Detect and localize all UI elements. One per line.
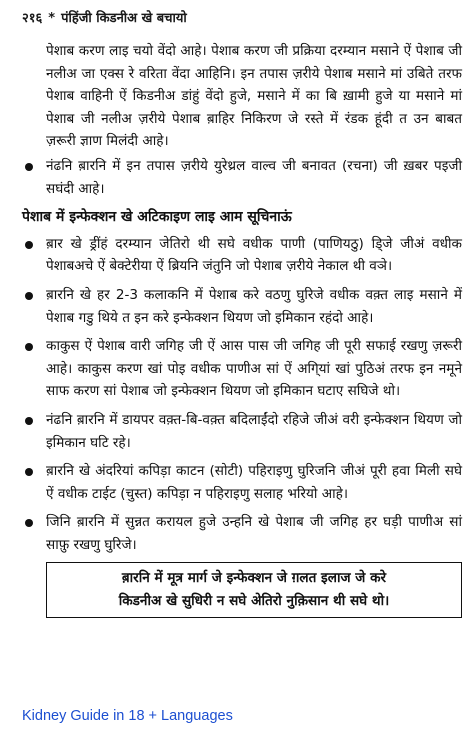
- bullet-dot-icon: [25, 241, 33, 249]
- callout-line-2: किडनीअ खे सुधिरी न सघे अेतिरो नुक़िसान थी सघे थो।: [118, 593, 390, 610]
- list-item-text: ब़ार खे ड्रींहं दरम्यान जेतिरो थी सघे वधीक पाणी (पाणियठु) डि्जे जीअं वधीक पेशाबअचे ऐं बेक्टेरीया ऐं ब्रियनि जंतुनि जो पेशाब ज़रीये नेकाल थी वञे।: [46, 235, 462, 275]
- list-item: [22, 511, 462, 556]
- bullet-list-top: [22, 155, 462, 200]
- bullet-dot-icon: [25, 292, 33, 300]
- section-heading: पेशाब में इन्फेक्शन खे अटिकाइण लाइ आम सूचिनाऊं: [22, 209, 292, 226]
- bullet-dot-icon: [25, 519, 33, 527]
- list-item: [22, 233, 462, 278]
- list-item-text: काकुस ऐं पेशाब वारी जगिह जी ऐं आस पास जी जगिह जी पूरी सफाई रखणु ज़रूरी आहे। काकुस करण खां पोइ वधीक पाणीअ सां ऐं अगि्यां खां पुठिअं तरफ इन नमूने साफ करण सां पेशाब जो इन्फेक्शन थियण जो इमिकान घटाए सघिजे थो।: [46, 338, 462, 400]
- bullet-dot-icon: [25, 417, 33, 425]
- list-item: [22, 335, 462, 403]
- list-item-text: नंढनि ब़ारनि में डायपर वक़्त-बि-वक़्त बदिलाईंदो रहिजे जीअं वरी इन्फेक्शन थियण जो इमिकान घटि रहे।: [46, 411, 462, 451]
- bullet-dot-icon: [25, 163, 33, 171]
- callout-line-1: ब़ारनि में मूत्र मार्ग जे इन्फेक्शन जे ग़लत इलाज जे करे: [121, 570, 387, 587]
- page-number: २१६: [22, 11, 43, 26]
- list-item: [22, 284, 462, 329]
- list-item: [22, 409, 462, 454]
- list-item-text: ब़ारनि खे हर 2-3 कलाकनि में पेशाब करे वठणु घुरिजे वधीक वक़्त लाइ मसाने में पेशाब गडु थिये त इन करे इन्फेक्शन थियण जो इमिकान रहंदो आहे।: [46, 286, 462, 326]
- important-callout-box: [46, 562, 462, 618]
- list-item: [22, 460, 462, 505]
- bullet-dot-icon: [25, 468, 33, 476]
- bullet-dot-icon: [25, 343, 33, 351]
- book-title: पंहिंजी किडनीअ खे बचायो: [61, 11, 187, 26]
- list-item-text: ब़ारनि खे अंदरियां कपिड़ा काटन (सोटी) पहिराइणु घुरिजनि जीअं पूरी हवा मिली सघे ऐं वधीक टाईट (चुस्त) कपिड़ा न पहिराइणु सलाह भरियो आहे।: [46, 463, 462, 502]
- page-header: [22, 8, 187, 26]
- intro-paragraph: पेशाब करण लाइ चयो वेंदो आहे। पेशाब करण जी प्रक्रिया दरम्यान मसाने ऐं पेशाब जी नलीअ जा एक्स रे वरिता वेंदा आहिनि। इन तपास ज़रीये पेशाब मसाने मां उबिते तरफ पेशाब वाहिनी ऐं किडनीअ डांहुं वेंदो हुजे, मसाने में का बि ख़ामी हुजे या मसाने मां पेशाब जी नलीअ ज़रीये पेशाब ब़ाहिर निकिरण जे रस्ते में रंडक हूंदी त उन बाबत ज़रूरी ज्ञाण मिलंदी आहे।: [46, 43, 462, 150]
- footer-link[interactable]: Kidney Guide in 18 + Languages: [22, 708, 233, 724]
- list-item-text: जिनि ब़ारनि में सुन्नत करायल हुजे उन्हनि खे पेशाब जी जगिह हर घड़ी पाणीअ सां साफ़ु रखणु घुरिजे।: [46, 514, 462, 553]
- page-content: [22, 40, 462, 618]
- bullet-list-main: [22, 233, 462, 557]
- header-separator: *: [48, 11, 56, 26]
- list-item-text: नंढनि ब़ारनि में इन तपास ज़रीये युरेथ्रल वाल्व जी बनावत (रचना) जी ख़बर पइजी सघंदी आहे।: [46, 157, 462, 197]
- list-item: [22, 155, 462, 200]
